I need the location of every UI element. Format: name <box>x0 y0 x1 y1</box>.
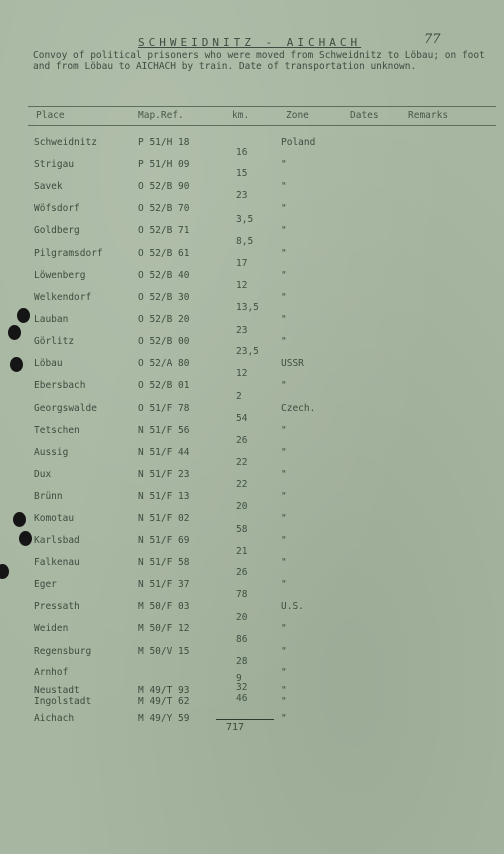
map-reference: O 52/B 71 <box>138 225 190 236</box>
zone-value: Poland <box>281 137 316 148</box>
header-remarks: Remarks <box>408 110 449 121</box>
place-name: Pressath <box>34 601 80 612</box>
distance-value: 13,5 <box>236 302 259 313</box>
map-reference: O 52/B 70 <box>138 203 190 214</box>
distance-value: 12 <box>236 368 248 379</box>
zone-value: " <box>281 181 287 192</box>
distance-value: 20 <box>236 501 248 512</box>
zone-value: U.S. <box>281 601 304 612</box>
place-name: Neustadt <box>34 685 80 696</box>
distance-value: 2 <box>236 391 242 402</box>
zone-value: " <box>281 469 287 480</box>
distance-value: 9 <box>236 673 242 684</box>
total-km: 717 <box>226 722 245 733</box>
place-name: Löbau <box>34 358 63 369</box>
map-reference: M 49/T 93 <box>138 685 190 696</box>
distance-value: 21 <box>236 546 248 557</box>
zone-value: " <box>281 513 287 524</box>
place-name: Savek <box>34 181 63 192</box>
map-reference: N 51/F 23 <box>138 469 190 480</box>
place-name: Pilgramsdorf <box>34 248 103 259</box>
table-rule-top <box>28 106 496 107</box>
zone-value: " <box>281 203 287 214</box>
zone-value: " <box>281 248 287 259</box>
punch-hole <box>8 325 21 340</box>
place-name: Brünn <box>34 491 63 502</box>
map-reference: N 51/F 69 <box>138 535 190 546</box>
zone-value: " <box>281 336 287 347</box>
header-map-ref: Map.Ref. <box>138 110 184 121</box>
intro-text: Convoy of political prisoners who were moved from Schweidnitz to Löbau; on foot and from Löbau to AICHACH by train. Date of transportation unknown. <box>33 50 485 72</box>
punch-hole <box>19 531 32 546</box>
place-name: Schweidnitz <box>34 137 97 148</box>
place-name: Arnhof <box>34 667 69 678</box>
map-reference: O 51/F 78 <box>138 403 190 414</box>
map-reference: O 52/B 00 <box>138 336 190 347</box>
distance-value: 20 <box>236 612 248 623</box>
map-reference: O 52/B 61 <box>138 248 190 259</box>
distance-value: 26 <box>236 435 248 446</box>
zone-value: " <box>281 713 287 724</box>
map-reference: N 51/F 58 <box>138 557 190 568</box>
distance-value: 32 <box>236 682 248 693</box>
distance-value: 58 <box>236 524 248 535</box>
distance-value: 78 <box>236 589 248 600</box>
place-name: Dux <box>34 469 52 480</box>
map-reference: N 51/F 37 <box>138 579 190 590</box>
zone-value: " <box>281 314 287 325</box>
map-reference: O 52/B 20 <box>138 314 190 325</box>
place-name: Eger <box>34 579 57 590</box>
map-reference: N 51/F 56 <box>138 425 190 436</box>
distance-value: 3,5 <box>236 214 254 225</box>
zone-value: " <box>281 159 287 170</box>
table-rule-header <box>28 125 496 126</box>
zone-value: " <box>281 380 287 391</box>
map-reference: M 49/Y 59 <box>138 713 190 724</box>
place-name: Ingolstadt <box>34 696 92 707</box>
map-reference: P 51/H 09 <box>138 159 190 170</box>
map-reference: N 51/F 13 <box>138 491 190 502</box>
zone-value: " <box>281 425 287 436</box>
zone-value: USSR <box>281 358 304 369</box>
map-reference: M 50/F 03 <box>138 601 190 612</box>
place-name: Aichach <box>34 713 75 724</box>
distance-value: 16 <box>236 147 248 158</box>
place-name: Falkenau <box>34 557 80 568</box>
distance-value: 86 <box>236 634 248 645</box>
place-name: Strigau <box>34 159 75 170</box>
distance-value: 22 <box>236 457 248 468</box>
place-name: Komotau <box>34 513 75 524</box>
distance-value: 26 <box>236 567 248 578</box>
map-reference: O 52/B 40 <box>138 270 190 281</box>
distance-value: 46 <box>236 693 248 704</box>
distance-value: 54 <box>236 413 248 424</box>
punch-hole <box>17 308 30 323</box>
map-reference: M 49/T 62 <box>138 696 190 707</box>
distance-value: 12 <box>236 280 248 291</box>
place-name: Görlitz <box>34 336 75 347</box>
distance-value: 23 <box>236 325 248 336</box>
place-name: Aussig <box>34 447 69 458</box>
place-name: Lauban <box>34 314 69 325</box>
distance-value: 8,5 <box>236 236 254 247</box>
punch-hole <box>10 357 23 372</box>
distance-value: 23,5 <box>236 346 259 357</box>
distance-value: 15 <box>236 168 248 179</box>
map-reference: O 52/B 01 <box>138 380 190 391</box>
place-name: Wöfsdorf <box>34 203 80 214</box>
header-dates: Dates <box>350 110 379 121</box>
map-reference: M 50/V 15 <box>138 646 190 657</box>
zone-value: " <box>281 270 287 281</box>
map-reference: N 51/F 02 <box>138 513 190 524</box>
document-title: SCHWEIDNITZ - AICHACH <box>138 36 362 49</box>
zone-value: " <box>281 292 287 303</box>
zone-value: " <box>281 667 287 678</box>
place-name: Goldberg <box>34 225 80 236</box>
map-reference: O 52/B 90 <box>138 181 190 192</box>
place-name: Weiden <box>34 623 69 634</box>
distance-value: 22 <box>236 479 248 490</box>
zone-value: " <box>281 646 287 657</box>
map-reference: O 52/A 80 <box>138 358 190 369</box>
place-name: Ebersbach <box>34 380 86 391</box>
map-reference: N 51/F 44 <box>138 447 190 458</box>
distance-value: 17 <box>236 258 248 269</box>
place-name: Georgswalde <box>34 403 97 414</box>
zone-value: Czech. <box>281 403 316 414</box>
place-name: Regensburg <box>34 646 92 657</box>
sum-line <box>216 719 274 720</box>
place-name: Tetschen <box>34 425 80 436</box>
punch-hole <box>0 564 9 579</box>
zone-value: " <box>281 696 287 707</box>
header-zone: Zone <box>286 110 309 121</box>
place-name: Welkendorf <box>34 292 92 303</box>
page-number: 77 <box>424 32 441 47</box>
zone-value: " <box>281 535 287 546</box>
zone-value: " <box>281 685 287 696</box>
map-reference: O 52/B 30 <box>138 292 190 303</box>
map-reference: M 50/F 12 <box>138 623 190 634</box>
zone-value: " <box>281 557 287 568</box>
place-name: Löwenberg <box>34 270 86 281</box>
zone-value: " <box>281 447 287 458</box>
zone-value: " <box>281 623 287 634</box>
map-reference: P 51/H 18 <box>138 137 190 148</box>
header-km: km. <box>232 110 250 121</box>
zone-value: " <box>281 491 287 502</box>
header-place: Place <box>36 110 65 121</box>
place-name: Karlsbad <box>34 535 80 546</box>
punch-hole <box>13 512 26 527</box>
distance-value: 23 <box>236 190 248 201</box>
distance-value: 28 <box>236 656 248 667</box>
zone-value: " <box>281 579 287 590</box>
zone-value: " <box>281 225 287 236</box>
